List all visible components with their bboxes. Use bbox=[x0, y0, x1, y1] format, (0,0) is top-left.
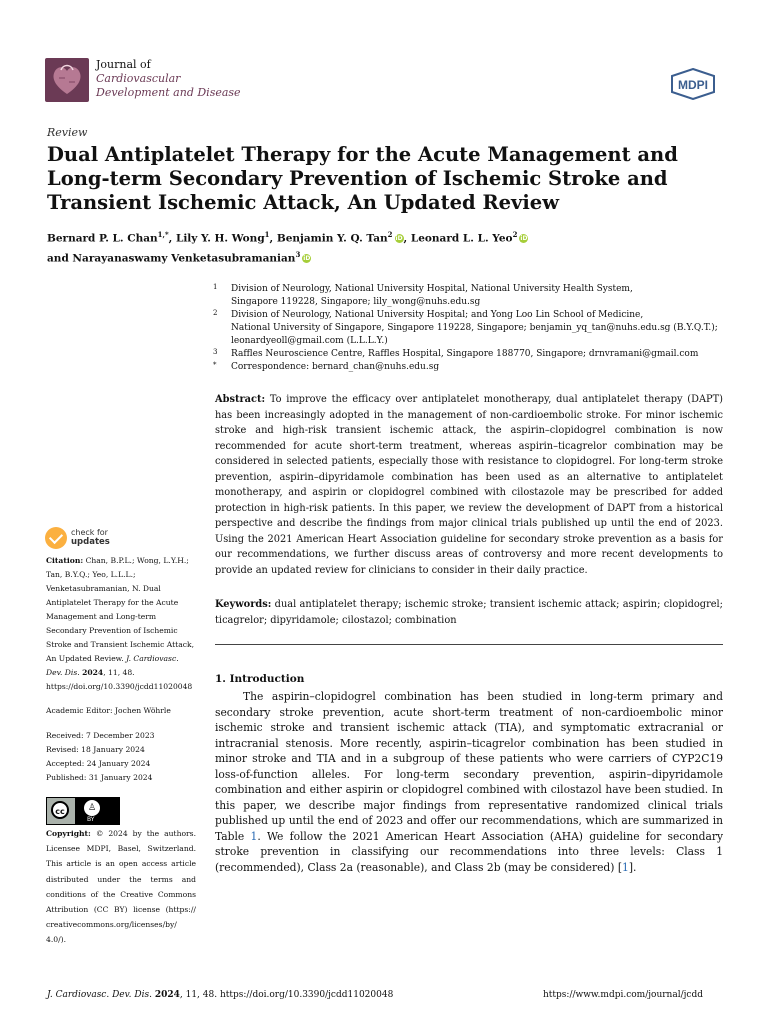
affiliation-line: Division of Neurology, National University Hospital, National University Health System, bbox=[231, 284, 633, 294]
author-affiliation: 2 bbox=[387, 230, 393, 239]
article-type: Review bbox=[47, 126, 88, 139]
copyright-notice bbox=[46, 826, 196, 948]
citation bbox=[46, 554, 196, 694]
affiliation-line: Division of Neurology, National University Hospital; and Yong Loo Lin School of Medicine, bbox=[231, 310, 644, 320]
footer-journal-url[interactable]: https://www.mdpi.com/journal/jcdd bbox=[543, 990, 703, 1000]
affiliation-number: 1 bbox=[213, 283, 218, 291]
affiliation-number: 3 bbox=[213, 348, 218, 356]
correspondence bbox=[213, 361, 733, 374]
citation-year: 2024 bbox=[82, 668, 104, 677]
check-updates-line1: check for bbox=[71, 528, 108, 537]
author-name[interactable]: and Narayanaswamy Venketasubramanian bbox=[47, 252, 296, 264]
abstract-text: To improve the efficacy over antiplatelet monotherapy, dual antiplatelet therapy (DAPT) has been increasingly adopted in the management of non-cardioembolic stroke. For minor ischemic stroke and high-risk transient ischemic attack, the aspirin–clopidogrel combination is now recommended for acute short-term treatment, whereas aspirin–ticagrelor combination may be considered in selected patients, especially those with resistance to clopidogrel. For long-term stroke prevention, aspirin–dipyridamole combination has been used as an alternative to antiplatelet monotherapy, and aspirin or clopidogrel combined with cilostazole may be prescribed for added protection in high-risk patients. In this paper, we review the development of DAPT from a historical perspective and describe the findings from major clinical trials published up until the end of 2023. Using the 2021 American Heart Association guideline for secondary stroke prevention as a basis for our recommendations, we further discuss areas of controversy and more recent developments to provide an updated review for clinicians to consider in their daily practice. bbox=[215, 394, 723, 576]
intro-text-part: ]. bbox=[628, 860, 637, 874]
publication-dates bbox=[46, 729, 155, 785]
check-updates-line2: updates bbox=[71, 537, 110, 547]
affiliation-line: leonardyeoll@gmail.com (L.L.L.Y.) bbox=[231, 336, 388, 346]
affiliation bbox=[213, 283, 733, 309]
author-name[interactable]: Leonard L. L. Yeo bbox=[410, 232, 513, 245]
paper-title: Dual Antiplatelet Therapy for the Acute Management and Long-term Secondary Prevention of Ischemic Stroke and Transient Ischemic Attack, An Updated Review bbox=[47, 143, 678, 214]
affiliation-line: National University of Singapore, Singapore 119228, Singapore; benjamin_yq_tan@nuhs.edu.sg (B.Y.Q.T.); bbox=[231, 323, 718, 333]
journal-name-line2: Development and Disease bbox=[96, 86, 241, 99]
cc-by-license-badge[interactable] bbox=[46, 797, 120, 825]
author-affiliation: 2 bbox=[512, 230, 518, 239]
keywords bbox=[215, 597, 723, 628]
copyright-text: © 2024 by the authors. Licensee MDPI, Basel, Switzerland. This article is an open access article distributed under the terms and conditions of the Creative Commons Attribution (CC BY) license (https:// creativecommons.org/licenses/by/ 4.0/). bbox=[46, 829, 196, 945]
cc-icon: cc bbox=[51, 801, 69, 819]
orcid-icon[interactable]: iD bbox=[395, 235, 403, 242]
table-reference-link[interactable]: 1 bbox=[250, 829, 258, 843]
date-revised: Revised: 18 January 2024 bbox=[46, 745, 145, 754]
abstract bbox=[215, 392, 723, 578]
citation-label: Citation: bbox=[46, 556, 84, 565]
citation-reference-link[interactable]: 1 bbox=[622, 860, 629, 874]
academic-editor: Academic Editor: Jochen Wöhrle bbox=[46, 706, 171, 715]
affiliation-number: * bbox=[213, 361, 217, 369]
affiliation-line: Singapore 119228, Singapore; lily_wong@nuhs.edu.sg bbox=[231, 297, 481, 307]
journal-title bbox=[96, 58, 241, 100]
section-divider bbox=[215, 644, 723, 645]
footer-journal: J. Cardiovasc. Dev. Dis. bbox=[47, 990, 152, 1000]
intro-text-part: The aspirin–clopidogrel combination has been studied in long-term primary and secondary stroke prevention, acute short-term treatment of non-cardioembolic minor ischemic stroke and transient ischemic attack (TIA), and symptomatic extracranial or intracranial stenosis. More recently, aspirin–ticagrelor combination has been studied in minor stroke and TIA and in a subgroup of these patients who were carriers of CYP2C19 loss-of-function alleles. For long-term secondary prevention, aspirin–dipyridamole combination and either aspirin or clopidogrel combined with cilostazol have been studied. In this paper, we describe major findings from representative randomized clinical trials published up until the end of 2023 and offer our recommendations, which are summarized in Table bbox=[215, 690, 723, 843]
orcid-icon[interactable]: iD bbox=[520, 235, 528, 242]
mdpi-logo bbox=[670, 68, 716, 104]
date-received: Received: 7 December 2023 bbox=[46, 731, 155, 740]
footer-doi[interactable]: , 11, 48. https://doi.org/10.3390/jcdd11020048 bbox=[179, 990, 394, 1000]
by-label: BY bbox=[87, 816, 95, 823]
abstract-label: Abstract: bbox=[215, 394, 266, 405]
introduction-paragraph bbox=[215, 689, 723, 875]
affiliation bbox=[213, 348, 733, 361]
author-affiliation: 3 bbox=[295, 249, 301, 259]
footer-year: 2024 bbox=[154, 990, 180, 1000]
attribution-icon: ♙ bbox=[84, 800, 100, 816]
checkmark-icon bbox=[45, 527, 67, 549]
citation-volume-doi[interactable]: , 11, 48. https://doi.org/10.3390/jcdd11020048 bbox=[46, 668, 193, 691]
footer-citation bbox=[47, 990, 393, 1000]
orcid-icon[interactable]: iD bbox=[303, 254, 311, 262]
journal-logo bbox=[45, 58, 89, 102]
journal-name-line1: Cardiovascular bbox=[96, 72, 181, 85]
keywords-text: dual antiplatelet therapy; ischemic stroke; transient ischemic attack; aspirin; clopidogrel; ticagrelor; dipyridamole; cilostazol; combination bbox=[215, 599, 723, 626]
intro-text-part: . We follow the 2021 American Heart Association (AHA) guideline for secondary stroke prevention in classifying our recommendations into three levels: Class 1 (recommended), Class 2a (reasonable), and Class 2b (may be considered) [ bbox=[215, 829, 723, 874]
date-accepted: Accepted: 24 January 2024 bbox=[46, 759, 151, 768]
journal-prefix: Journal of bbox=[96, 58, 151, 71]
section-heading: 1. Introduction bbox=[215, 673, 305, 685]
author-name[interactable]: Lily Y. H. Wong bbox=[175, 232, 265, 245]
affiliations bbox=[213, 283, 733, 374]
author-list: Bernard P. L. Chan$^{1,*}$, Lily Y. H. Wong$^1$, Benjamin Y. Q. Tan$^2$ iD, Leonard L. L. Yeo$^2$ iD and Narayanaswamy Venketasubramanian$^3$ iD bbox=[47, 230, 528, 264]
date-published: Published: 31 January 2024 bbox=[46, 773, 153, 782]
affiliation-line: Raffles Neuroscience Centre, Raffles Hospital, Singapore 188770, Singapore; drnvramani@gmail.com bbox=[231, 349, 699, 359]
affiliation bbox=[213, 309, 733, 348]
author-name[interactable]: Bernard P. L. Chan bbox=[47, 232, 158, 245]
publisher-name: MDPI bbox=[678, 78, 708, 92]
affiliation-number: 2 bbox=[213, 309, 218, 317]
author-name[interactable]: Benjamin Y. Q. Tan bbox=[276, 232, 388, 245]
citation-text: Chan, B.P.L.; Wong, L.Y.H.; Tan, B.Y.Q.; Yeo, L.L.L.; Venketasubramanian, N. Dual Antiplatelet Therapy for the Acute Management and Long-term Secondary Prevention of Ischemic Stroke and Transient Ischemic Attack, An Updated Review. bbox=[46, 556, 195, 663]
correspondence-line: Correspondence: bernard_chan@nuhs.edu.sg bbox=[231, 362, 440, 372]
citation-journal: J. Cardiovasc. Dev. Dis. bbox=[46, 654, 179, 677]
author-affiliation: 1 bbox=[264, 230, 270, 239]
copyright-label: Copyright: bbox=[46, 829, 91, 838]
keywords-label: Keywords: bbox=[215, 599, 272, 610]
author-affiliation: 1,* bbox=[157, 230, 169, 239]
